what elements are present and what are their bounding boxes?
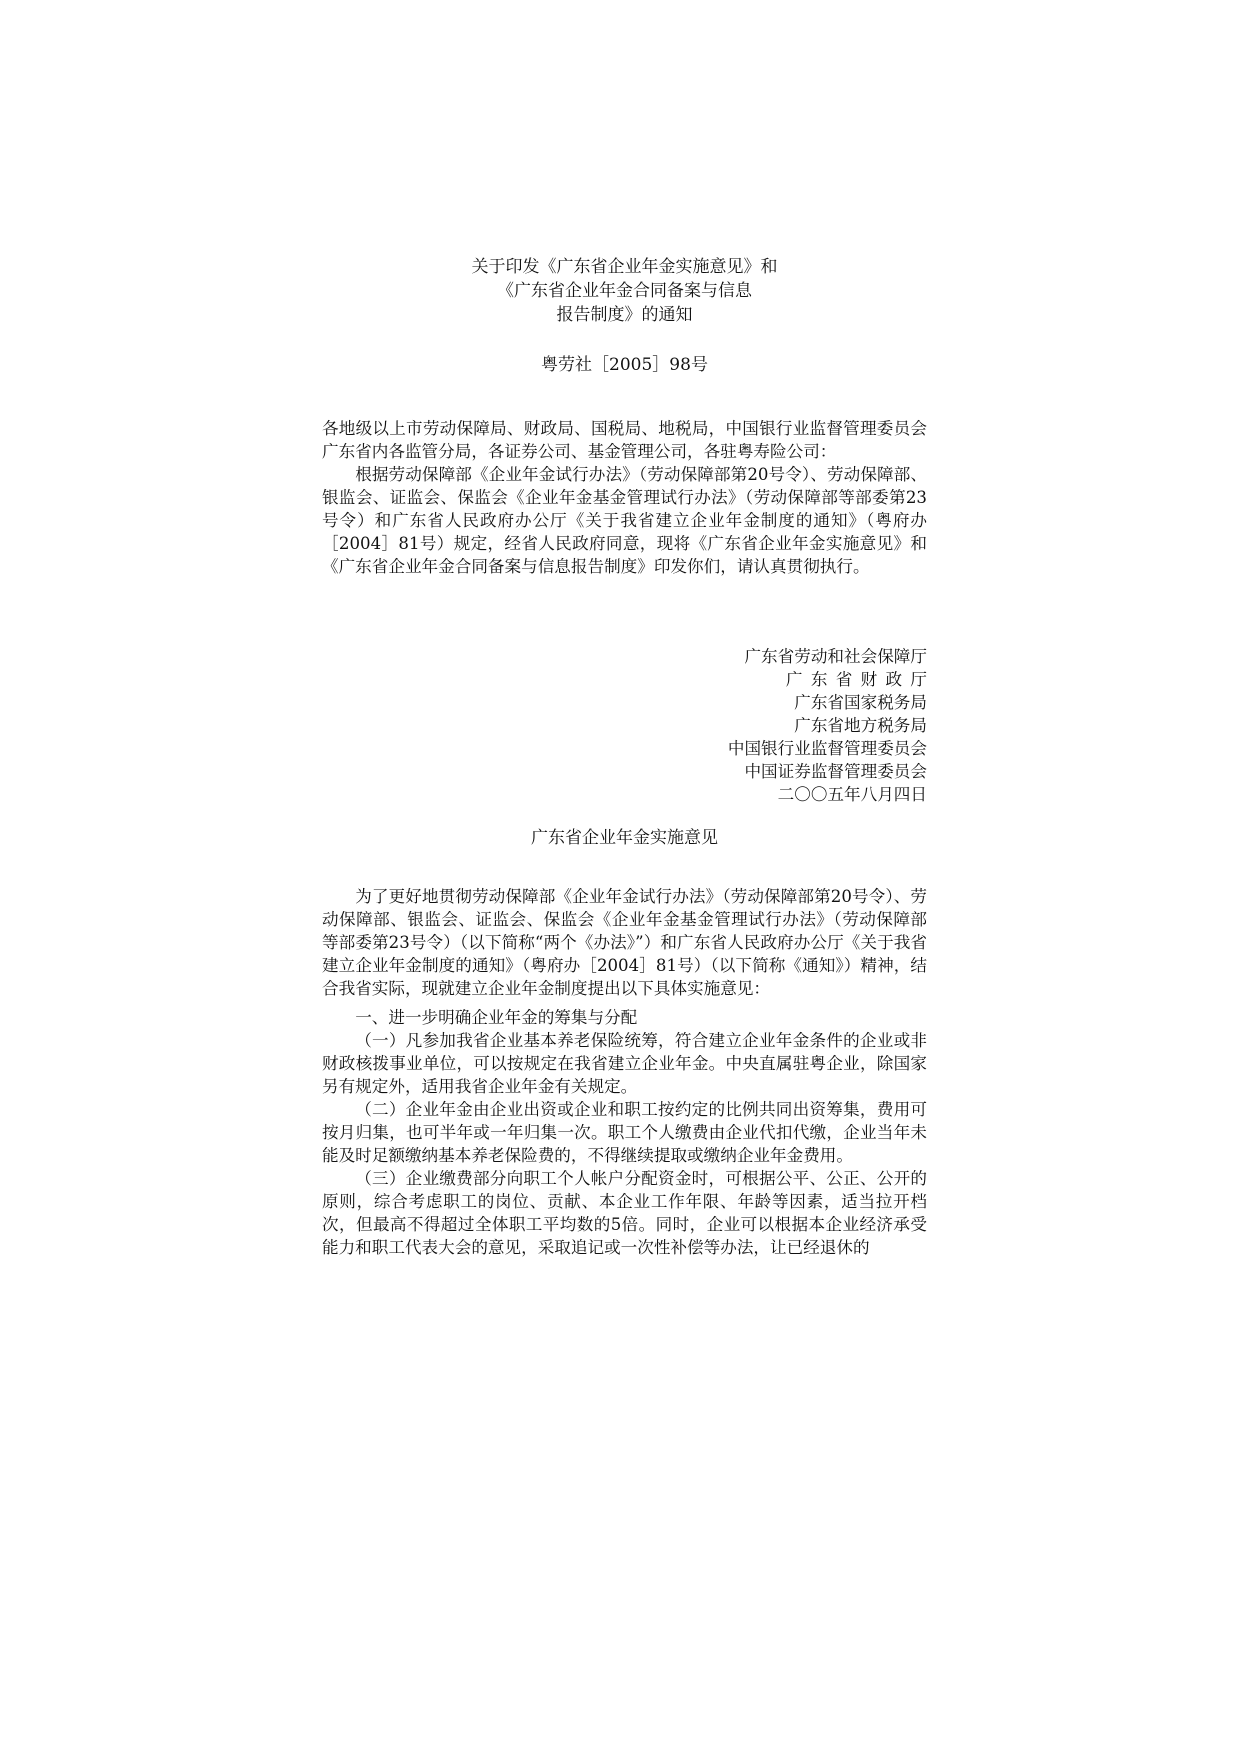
signer-6: 中国证券监督管理委员会 <box>744 762 927 781</box>
issue-date: 二〇〇五年八月四日 <box>777 785 927 804</box>
notice-title <box>322 255 927 327</box>
notice-title-line-1: 关于印发《广东省企业年金实施意见》和 <box>471 257 778 277</box>
notice-title-line-2: 《广东省企业年金合同备案与信息 <box>497 281 752 301</box>
section-item-3: （三）企业缴费部分向职工个人帐户分配资金时，可根据公平、公正、公开的原则，综合考虑职工的岗位、贡献、本企业工作年限、年龄等因素，适当拉开档次，但最高不得超过全体职工平均数的5倍。同时，企业可以根据本企业经济承受能力和职工代表大会的意见，采取追记或一次性补偿等办法，让已经退休的 <box>322 1169 927 1257</box>
opinion-section-1 <box>322 1006 927 1259</box>
notice-body-paragraph: 根据劳动保障部《企业年金试行办法》（劳动保障部第20号令）、劳动保障部、银监会、证监会、保监会《企业年金基金管理试行办法》（劳动保障部等部委第23号令）和广东省人民政府办公厅《关于我省建立企业年金制度的通知》（粤府办［2004］81号）规定，经省人民政府同意，现将《广东省企业年金实施意见》和《广东省企业年金合同备案与信息报告制度》印发你们，请认真贯彻执行。 <box>322 465 927 576</box>
signer-2: 广东省财政厅 <box>785 670 936 689</box>
notice-title-line-3: 报告制度》的通知 <box>556 305 693 325</box>
section-item-2: （二）企业年金由企业出资或企业和职工按约定的比例共同出资筹集，费用可按月归集，也可半年或一年归集一次。职工个人缴费由企业代扣代缴，企业当年未能及时足额缴纳基本养老保险费的，不得继续提取或缴纳企业年金费用。 <box>322 1100 927 1165</box>
recipients-paragraph: 各地级以上市劳动保障局、财政局、国税局、地税局，中国银行业监督管理委员会广东省内各监管分局，各证券公司、基金管理公司，各驻粤寿险公司： <box>322 419 927 461</box>
section-heading: 一、进一步明确企业年金的筹集与分配 <box>355 1008 638 1027</box>
opinion-preamble-paragraph: 为了更好地贯彻劳动保障部《企业年金试行办法》（劳动保障部第20号令）、劳动保障部、银监会、证监会、保监会《企业年金基金管理试行办法》（劳动保障部等部委第23号令）（以下简称“两个《办法》”）和广东省人民政府办公厅《关于我省建立企业年金制度的通知》（粤府办［2004］81号）（以下简称《通知》）精神，结合我省实际，现就建立企业年金制度提出以下具体实施意见： <box>322 887 927 998</box>
section-item-1: （一）凡参加我省企业基本养老保险统筹，符合建立企业年金条件的企业或非财政核拨事业单位，可以按规定在我省建立企业年金。中央直属驻粤企业，除国家另有规定外，适用我省企业年金有关规定。 <box>322 1031 927 1096</box>
document-number: 粤劳社［2005］98号 <box>541 355 708 375</box>
signer-3: 广东省国家税务局 <box>794 693 927 712</box>
notice-body <box>322 417 927 578</box>
signer-5: 中国银行业监督管理委员会 <box>727 739 927 758</box>
opinion-preamble <box>322 885 927 1000</box>
opinion-title: 广东省企业年金实施意见 <box>531 828 718 848</box>
signer-1: 广东省劳动和社会保障厅 <box>744 647 927 666</box>
signer-4: 广东省地方税务局 <box>794 716 927 735</box>
signatories <box>322 645 936 806</box>
